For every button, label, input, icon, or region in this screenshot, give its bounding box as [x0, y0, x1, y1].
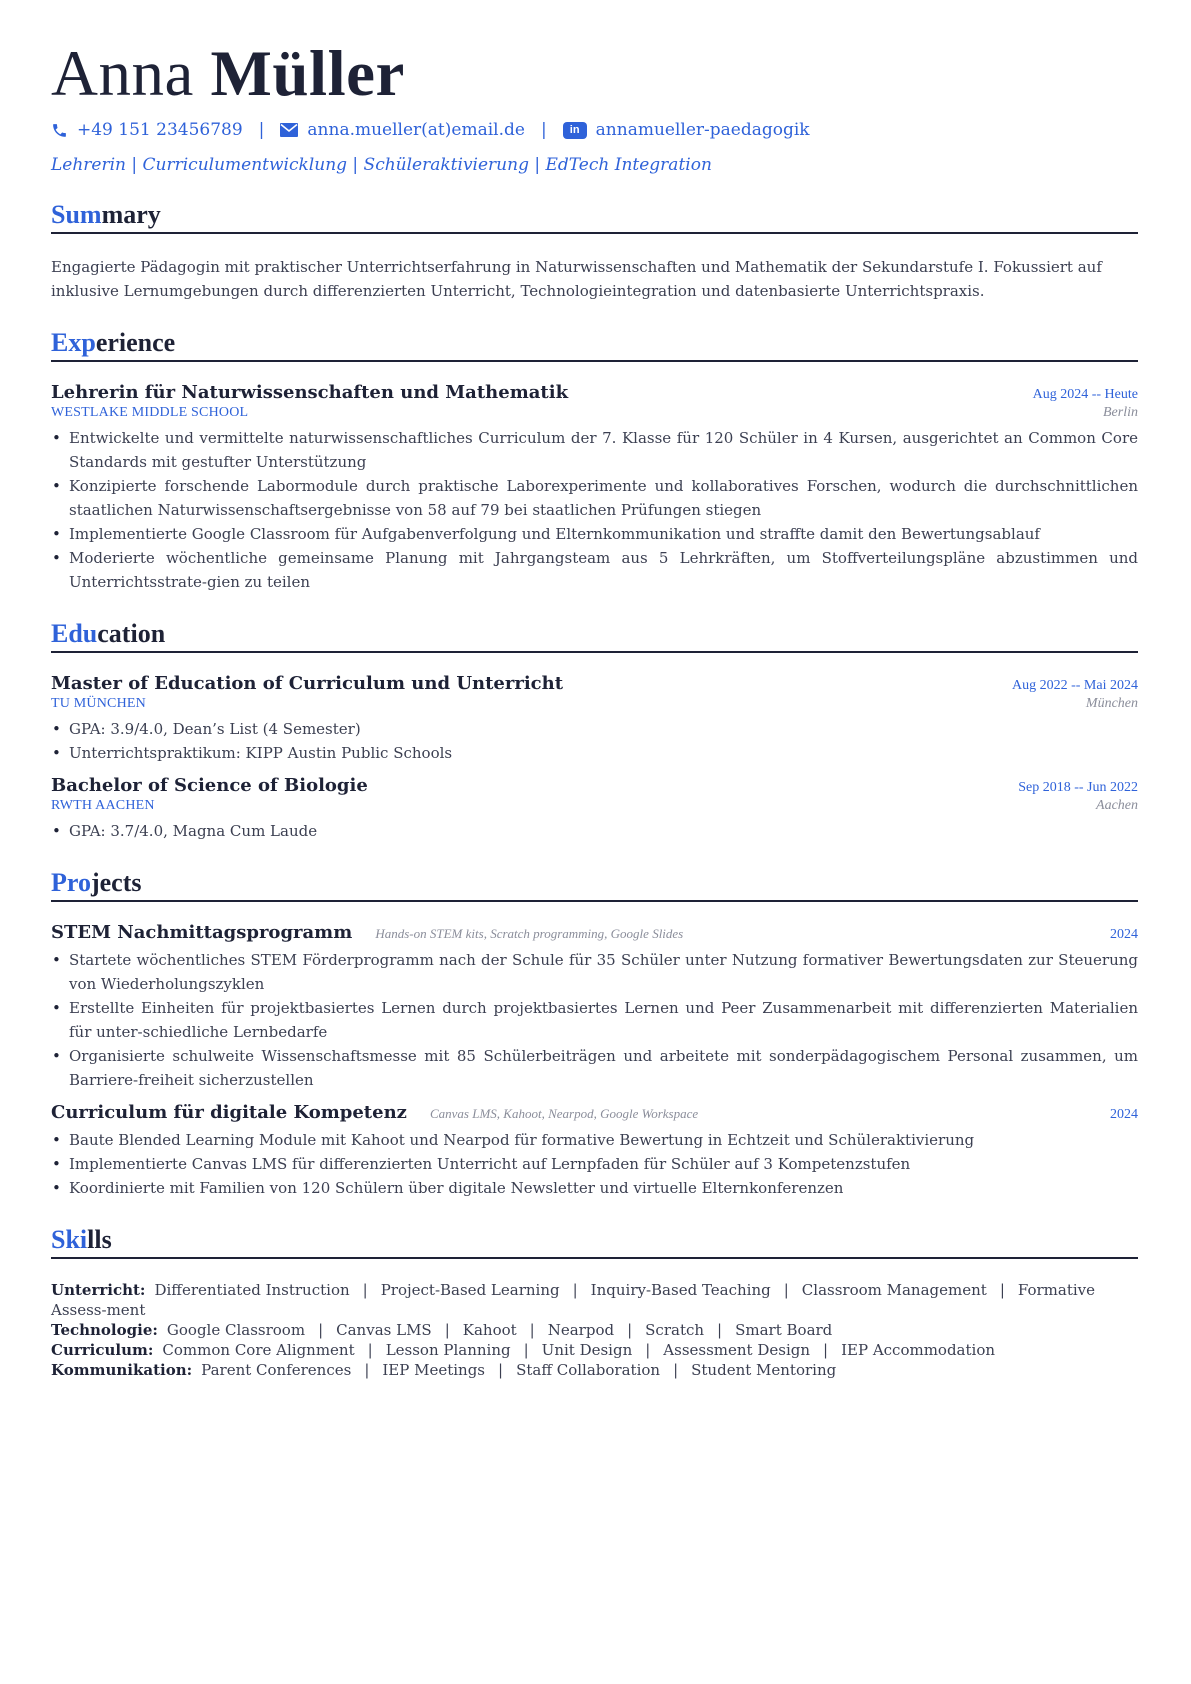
- institution-location: Aachen: [1096, 798, 1138, 813]
- skill-item: Scratch: [645, 1321, 705, 1339]
- skill-category: Kommunikation:: [51, 1361, 193, 1379]
- skill-separator: |: [717, 1321, 723, 1339]
- degree-bullets: [51, 717, 1138, 765]
- contact-separator: |: [258, 120, 265, 140]
- skill-item: Unit Design: [541, 1341, 633, 1359]
- skill-category: Curriculum:: [51, 1341, 154, 1359]
- skill-item: Nearpod: [547, 1321, 615, 1339]
- list-item: • Organisierte schulweite Wissenschaftsmesse mit 85 Schülerbeiträgen und arbeitete mit sonderpädagogischem Personal zusammen, um Barriere-freiheit sicherzustellen: [69, 1044, 1138, 1092]
- education-entry: [51, 673, 1138, 765]
- skill-separator: |: [783, 1281, 789, 1299]
- skill-separator: |: [673, 1361, 679, 1379]
- skills-heading: [51, 1226, 1138, 1259]
- skill-item: Lesson Planning: [385, 1341, 511, 1359]
- project-tech: Canvas LMS, Kahoot, Nearpod, Google Workspace: [429, 1106, 699, 1121]
- first-name: Anna: [51, 38, 194, 110]
- skill-item: Assessment Design: [663, 1341, 811, 1359]
- skill-item: Project-Based Learning: [380, 1281, 560, 1299]
- envelope-icon: [280, 123, 298, 137]
- list-item: • GPA: 3.9/4.0, Dean’s List (4 Semester): [69, 717, 1138, 741]
- skill-item: Canvas LMS: [336, 1321, 432, 1339]
- linkedin-contact[interactable]: [563, 120, 810, 140]
- skill-item: Parent Conferences: [201, 1361, 352, 1379]
- project-bullets: [51, 948, 1138, 1092]
- heading-rest: erience: [95, 328, 176, 357]
- heading-accent: Ski: [51, 1225, 88, 1254]
- skill-row: [51, 1340, 1138, 1360]
- skill-separator: |: [572, 1281, 578, 1299]
- skill-item: Staff Collaboration: [516, 1361, 661, 1379]
- heading-rest: mary: [101, 200, 161, 229]
- linkedin-icon: in: [563, 122, 587, 139]
- project-title: STEM Nachmittagsprogramm: [51, 922, 353, 943]
- list-item: • GPA: 3.7/4.0, Magna Cum Laude: [69, 819, 1138, 843]
- heading-accent: Edu: [51, 619, 98, 648]
- skill-separator: |: [362, 1281, 368, 1299]
- job-date: Aug 2024 -- Heute: [1032, 387, 1138, 402]
- education-entry: [51, 775, 1138, 843]
- experience-heading: [51, 329, 1138, 362]
- candidate-name: [51, 38, 1138, 110]
- email-address: anna.mueller(at)email.de: [307, 120, 525, 140]
- institution: TU MÜNCHEN: [51, 696, 146, 711]
- skill-item: Classroom Management: [801, 1281, 987, 1299]
- skill-separator: |: [498, 1361, 504, 1379]
- last-name: Müller: [210, 38, 405, 110]
- heading-rest: cation: [97, 619, 166, 648]
- heading-rest: jects: [90, 868, 142, 897]
- project-entry: [51, 922, 1138, 1092]
- contact-line: [51, 118, 1138, 142]
- list-item: • Implementierte Canvas LMS für differenzierten Unterricht auf Lernpfaden für Schüler auf 3 Kompetenzstufen: [69, 1152, 1138, 1176]
- skill-item: Google Classroom: [166, 1321, 306, 1339]
- list-item: • Unterrichtspraktikum: KIPP Austin Public Schools: [69, 741, 1138, 765]
- summary-text: Engagierte Pädagogin mit praktischer Unterrichtserfahrung in Naturwissenschaften und Mathematik der Sekundarstufe I. Fokussiert auf inklusive Lernumgebungen durch differenzierten Unterricht, Technologieintegration und datenbasierte Unterrichtspraxis.: [51, 258, 1102, 300]
- skill-item: Kahoot: [462, 1321, 517, 1339]
- skill-row: [51, 1360, 1138, 1380]
- skill-item: IEP Meetings: [382, 1361, 486, 1379]
- skill-item: IEP Accommodation: [841, 1341, 996, 1359]
- skill-separator: |: [318, 1321, 324, 1339]
- project-date: 2024: [1110, 1107, 1138, 1122]
- skill-separator: |: [529, 1321, 535, 1339]
- list-item: • Entwickelte und vermittelte naturwissenschaftliches Curriculum der 7. Klasse für 120 Schüler in 4 Kursen, ausgerichtet an Common Core Standards mit gestufter Unterstützung: [69, 426, 1138, 474]
- heading-rest: lls: [87, 1225, 112, 1254]
- tagline: Lehrerin | Curriculumentwicklung | Schüleraktivierung | EdTech Integration: [51, 155, 712, 175]
- degree-title: Master of Education of Curriculum und Unterricht: [51, 673, 564, 694]
- employer: WESTLAKE MIDDLE SCHOOL: [51, 405, 249, 420]
- heading-accent: Exp: [51, 328, 96, 357]
- list-item: • Konzipierte forschende Labormodule durch praktische Laborexperimente und kollaboratives Forschen, wodurch die durchschnittlichen staatlichen Naturwissenschaftsergebnisse von 58 auf 79 bei staatlichen Prüfungen stiegen: [69, 474, 1138, 522]
- degree-bullets: [51, 819, 1138, 843]
- skill-separator: |: [523, 1341, 529, 1359]
- list-item: • Koordinierte mit Familien von 120 Schülern über digitale Newsletter und virtuelle Elternkonferenzen: [69, 1176, 1138, 1200]
- project-bullets: [51, 1128, 1138, 1200]
- skill-row: [51, 1280, 1138, 1320]
- phone-contact[interactable]: [51, 120, 243, 140]
- skills-list: [51, 1280, 1138, 1380]
- skill-item: Inquiry-Based Teaching: [590, 1281, 771, 1299]
- skill-item: Formative Assess-ment: [51, 1281, 1096, 1319]
- skill-item: Smart Board: [735, 1321, 833, 1339]
- education-heading: [51, 620, 1138, 653]
- project-tech: Hands-on STEM kits, Scratch programming, Google Slides: [375, 926, 684, 941]
- degree-date: Sep 2018 -- Jun 2022: [1018, 780, 1138, 795]
- skill-separator: |: [823, 1341, 829, 1359]
- list-item: • Baute Blended Learning Module mit Kahoot und Nearpod für formative Bewertung in Echtzeit und Schüleraktivierung: [69, 1128, 1138, 1152]
- list-item: • Implementierte Google Classroom für Aufgabenverfolgung und Elternkommunikation und straffte damit den Bewertungsablauf: [69, 522, 1138, 546]
- degree-title: Bachelor of Science of Biologie: [51, 775, 368, 796]
- heading-accent: Sum: [51, 200, 102, 229]
- list-item: • Moderierte wöchentliche gemeinsame Planung mit Jahrgangsteam aus 5 Lehrkräften, um Stoffverteilungspläne abzustimmen und Unterrichtsstrate-gien zu teilen: [69, 546, 1138, 594]
- job-location: Berlin: [1103, 405, 1138, 420]
- heading-accent: Pro: [51, 868, 91, 897]
- email-contact[interactable]: [280, 120, 525, 140]
- skill-item: Differentiated Instruction: [154, 1281, 350, 1299]
- projects-heading: [51, 869, 1138, 902]
- skill-item: Student Mentoring: [691, 1361, 837, 1379]
- project-date: 2024: [1110, 927, 1138, 942]
- skill-separator: |: [364, 1361, 370, 1379]
- skill-row: [51, 1320, 1138, 1340]
- project-entry: [51, 1102, 1138, 1200]
- skill-category: Technologie:: [51, 1321, 158, 1339]
- skill-category: Unterricht:: [51, 1281, 146, 1299]
- institution: RWTH AACHEN: [51, 798, 155, 813]
- skill-separator: |: [367, 1341, 373, 1359]
- phone-number: +49 151 23456789: [77, 120, 243, 140]
- list-item: • Erstellte Einheiten für projektbasiertes Lernen durch projektbasiertes Lernen und Peer Zusammenarbeit mit differenzierten Materialien für unter-schiedliche Lernbedarfe: [69, 996, 1138, 1044]
- list-item: • Startete wöchentliches STEM Förderprogramm nach der Schule für 35 Schüler unter Nutzung formativer Bewertungsdaten zur Steuerung von Wiederholungszyklen: [69, 948, 1138, 996]
- project-title: Curriculum für digitale Kompetenz: [51, 1102, 407, 1123]
- institution-location: München: [1085, 696, 1138, 711]
- skill-separator: |: [645, 1341, 651, 1359]
- skill-separator: |: [444, 1321, 450, 1339]
- contact-separator: |: [540, 120, 547, 140]
- degree-date: Aug 2022 -- Mai 2024: [1012, 678, 1138, 693]
- skill-separator: |: [999, 1281, 1005, 1299]
- linkedin-handle: annamueller-paedagogik: [595, 120, 810, 140]
- summary-heading: [51, 201, 1138, 234]
- skill-separator: |: [627, 1321, 633, 1339]
- job-bullets: [51, 426, 1138, 594]
- experience-entry: [51, 382, 1138, 594]
- job-title: Lehrerin für Naturwissenschaften und Mathematik: [51, 382, 569, 403]
- phone-icon: [51, 122, 68, 139]
- skill-item: Common Core Alignment: [162, 1341, 355, 1359]
